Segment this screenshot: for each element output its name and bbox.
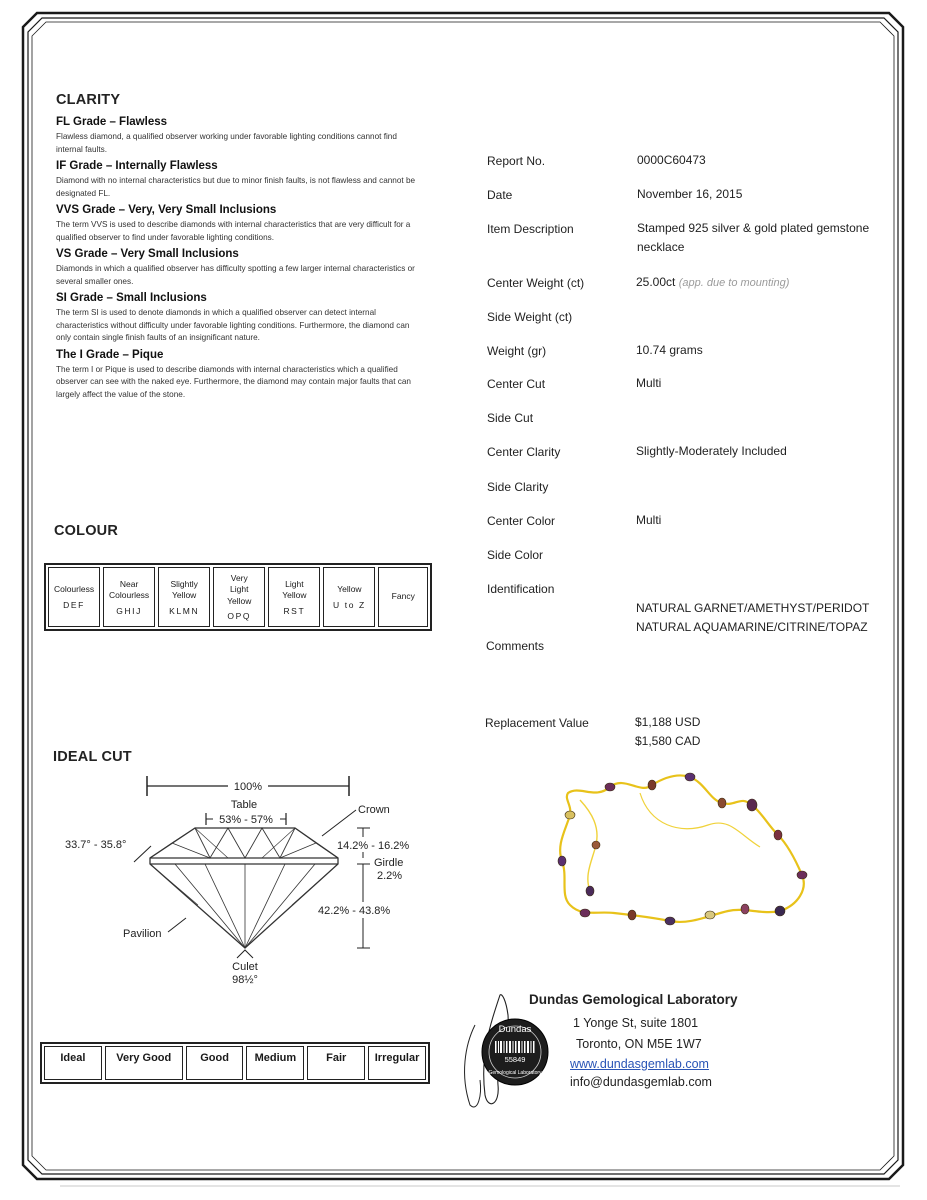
comments-label: Comments [486, 639, 545, 653]
cut-grade-cell: Fair [307, 1046, 365, 1080]
lab-email: info@dundasgemlab.com [570, 1075, 712, 1089]
replacement-value-label: Replacement Value [485, 716, 589, 730]
cut-grade-cell: Ideal [44, 1046, 102, 1080]
grade-title: The I Grade – Pique [56, 348, 164, 361]
cut-grade-cell: Medium [246, 1046, 304, 1080]
grade-title: VS Grade – Very Small Inclusions [56, 248, 239, 260]
lab-address-line2: Toronto, ON M5E 1W7 [576, 1037, 702, 1051]
culet-value: 98½° [232, 974, 258, 986]
date-value: November 16, 2015 [637, 187, 743, 201]
grade-title: SI Grade – Small Inclusions [56, 292, 207, 304]
report-number-value: 0000C60473 [637, 153, 706, 167]
colour-cell-title: Near Colourless [109, 578, 150, 600]
side-clarity-label: Side Clarity [487, 480, 549, 494]
girdle-value: 2.2% [377, 870, 403, 882]
colour-cell-letters: RST [283, 605, 306, 616]
culet-label: Culet [232, 961, 258, 973]
colour-cell-letters: KLMN [169, 605, 200, 616]
center-color-label: Center Color [487, 514, 556, 528]
lab-address-line1: 1 Yonge St, suite 1801 [573, 1016, 699, 1030]
item-description-label: Item Description [487, 222, 574, 236]
grade-title: VVS Grade – Very, Very Small Inclusions [56, 204, 277, 216]
grade-description: The term VVS is used to describe diamonds with internal characteristics that are very difficult for a qualified observer to find under favorable lighting conditions. [56, 220, 411, 242]
grade-description: Flawless diamond, a qualified observer working under favorable lighting conditions cannot find internal faults. [56, 132, 397, 154]
weight-grams-value: 10.74 grams [636, 343, 703, 357]
item-description-value: Stamped 925 silver & gold plated gemstone necklace [637, 221, 870, 254]
cut-grade-cell: Very Good [105, 1046, 183, 1080]
girdle-label: Girdle [374, 857, 404, 869]
lab-website-link[interactable]: www.dundasgemlab.com [570, 1057, 709, 1071]
center-weight-label: Center Weight (ct) [487, 276, 585, 290]
colour-cell-letters: DEF [63, 599, 85, 610]
grade-description: The term SI is used to denote diamonds in which a qualified observer can detect internal characteristics without difficulty under favorable lighting conditions. Furthermore, the diamond can only contain single finish faults of an insignificant nature. [56, 308, 410, 342]
cut-grade-cell: Irregular [368, 1046, 426, 1080]
necklace-image [540, 765, 840, 940]
colour-heading: COLOUR [54, 523, 119, 539]
grade-description: Diamonds in which a qualified observer has difficulty spotting a few larger internal characteristics or several smaller ones. [56, 264, 415, 286]
center-weight-note: (app. due to mounting) [678, 277, 790, 289]
pavilion-label: Pavilion [123, 928, 162, 940]
ideal-cut-heading: IDEAL CUT [53, 749, 132, 765]
center-clarity-value: Slightly-Moderately Included [636, 444, 787, 458]
cut-grade-table [40, 1042, 430, 1084]
center-color-value: Multi [636, 513, 662, 527]
colour-cell-letters: OPQ [227, 611, 252, 622]
center-weight-value [636, 273, 896, 293]
side-color-label: Side Color [487, 548, 544, 562]
colour-cell-title: Slightly Yellow [170, 578, 198, 600]
center-weight-amount: 25.00ct [636, 275, 676, 289]
colour-cell-letters: U to Z [333, 599, 366, 610]
lab-name: Dundas Gemological Laboratory [529, 992, 738, 1007]
seal-number: 55849 [504, 1055, 526, 1064]
identification-label: Identification [487, 582, 555, 596]
diamond-icon [150, 828, 338, 948]
clarity-heading: CLARITY [56, 92, 121, 108]
colour-cell-title: Colourless [53, 584, 95, 595]
width-label: 100% [233, 781, 263, 793]
center-cut-value: Multi [636, 376, 662, 390]
side-cut-label: Side Cut [487, 411, 534, 425]
colour-cell-title: Fancy [391, 591, 415, 602]
identification-line: NATURAL GARNET/AMETHYST/PERIDOT [636, 601, 870, 615]
pavilion-depth-label: 42.2% - 43.8% [318, 905, 391, 917]
colour-cell-title: Yellow [337, 584, 362, 595]
center-cut-label: Center Cut [487, 377, 546, 391]
colour-cell-title: Light Yellow [282, 578, 307, 600]
table-label: Table [230, 799, 258, 811]
weight-grams-label: Weight (gr) [487, 344, 547, 358]
grade-title: FL Grade – Flawless [56, 116, 168, 128]
side-weight-label: Side Weight (ct) [487, 310, 573, 324]
cut-grade-cell: Good [186, 1046, 244, 1080]
report-number-label: Report No. [487, 154, 546, 168]
replacement-value-cad: $1,580 CAD [635, 734, 701, 748]
crown-height-label: 14.2% - 16.2% [337, 840, 410, 852]
grade-description: The term I or Pique is used to describe diamonds with internal characteristics which a qualified observer can see with the naked eye. Furthermore, the diamond may contain major faults that can largely affect the value of the stone. [56, 364, 411, 399]
identification-line: NATURAL AQUAMARINE/CITRINE/TOPAZ [636, 620, 868, 634]
grade-title: IF Grade – Internally Flawless [56, 160, 218, 172]
grade-description: Diamond with no internal characteristics but due to minor finish faults, is not flawless and cannot be designated FL. [56, 176, 416, 198]
colour-cell-title: Very Light Yellow [227, 572, 252, 606]
crown-angle-label: 33.7° - 35.8° [65, 839, 127, 851]
replacement-value-usd: $1,188 USD [635, 715, 701, 729]
table-range-label: 53% - 57% [219, 814, 273, 826]
colour-cell-letters: GHIJ [116, 605, 142, 616]
center-clarity-label: Center Clarity [487, 445, 561, 459]
seal-bottom-text: Gemological Laboratory [488, 1070, 542, 1076]
seal-top-text: Dundas [498, 1024, 532, 1035]
date-label: Date [487, 188, 513, 202]
crown-label: Crown [358, 804, 390, 816]
